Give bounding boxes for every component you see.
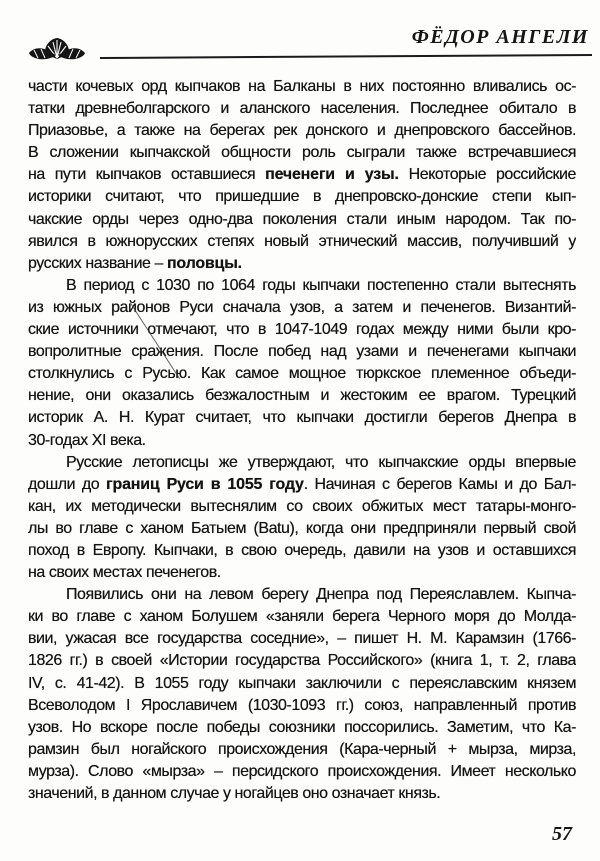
text-line (28, 297, 576, 319)
bold-text-segment: печенеги и узы. (265, 166, 399, 184)
text-segment: из южных районов Руси сначала узов, а затем и печенегов. Византий- (28, 298, 576, 316)
text-line (28, 628, 576, 650)
text-segment: чакские орды через одно-два поколения стали иным народом. Так по- (28, 210, 576, 228)
text-segment: историк А. Н. Курат считает, что кыпчаки достигли берегов Днепра в (28, 409, 576, 427)
text-line (28, 673, 576, 695)
text-line (28, 231, 576, 253)
text-segment: узов. Но вскоре после победы союзники поссорились. Заметим, что Ка- (28, 718, 576, 736)
text-line (28, 98, 576, 120)
text-segment: явился в южнорусских степях новый этнический массив, получивший у (28, 232, 576, 250)
text-segment: на пути кыпчаков оставшиеся (28, 166, 266, 184)
text-segment: Некоторые российские (398, 166, 576, 184)
text-segment: столкнулись с Русью. Как самое мощное тюркское племенное объеди- (28, 365, 576, 383)
text-segment: Появились они на левом берегу Днепра под Переяславлем. Кыпча- (66, 586, 576, 604)
text-segment: В сложении кыпчакской общности роль сыграли также встречавшиеся (28, 144, 576, 162)
text-line (28, 717, 576, 739)
text-segment: В период с 1030 по 1064 годы кыпчаки постепенно стали вытеснять (66, 276, 576, 294)
text-line (28, 407, 576, 429)
text-line (28, 142, 576, 164)
text-segment: вопролитные сражения. После побед над узами и печенегами кыпчаки (28, 343, 576, 361)
text-segment: поход в Европу. Кыпчаки, в свою очередь, давили на узов и оставшихся (28, 541, 576, 559)
text-line (28, 584, 576, 606)
text-line (28, 761, 576, 783)
text-line (28, 695, 576, 717)
page-number: 57 (552, 823, 572, 845)
text-segment: вии, ужасая все государства соседние», – пишет Н. М. Карамзин (1766- (28, 630, 576, 648)
text-segment: рамзин был ногайского происхождения (Кара-черный + мырза, мирза, (28, 740, 576, 758)
text-line (28, 562, 576, 584)
text-segment: Всеволодом I Ярославичем (1030-1093 гг.) союз, направленный против (28, 696, 576, 714)
text-segment: Приазовье, а также на берегах рек донского и днепровского бассейнов. (28, 122, 576, 140)
text-line (28, 783, 576, 805)
text-line (28, 474, 576, 496)
text-line (28, 164, 576, 186)
text-segment: IV, с. 41-42). В 1055 году кыпчаки заключили с переяславским князем (28, 674, 576, 692)
text-segment: значений, в данном случае у ногайцев оно означает князь. (28, 785, 441, 802)
text-line (28, 120, 576, 142)
text-line (28, 275, 576, 297)
header-rule (100, 54, 592, 59)
bold-text-segment: половцы. (166, 254, 242, 272)
text-segment: историки считают, что пришедшие в днепровско-донские степи кып- (28, 188, 576, 206)
palmette-ornament-icon (28, 35, 86, 62)
text-segment: . Начиная с берегов Камы и до Бал- (303, 475, 576, 493)
text-segment: нение, они оказались безжалостным и жестоким ее врагом. Турецкий (28, 387, 576, 405)
text-segment: 30-годах XI века. (28, 431, 146, 449)
text-segment: кан, их методически вытеснялим со своих обжитых мест татары-монго- (28, 497, 576, 515)
running-head-author: ФЁДОР АНГЕЛИ (411, 26, 589, 48)
text-line (28, 430, 576, 452)
text-segment: части кочевых орд кыпчаков на Балканы в них постоянно вливались ос- (28, 78, 576, 95)
text-line (28, 606, 576, 628)
text-block (28, 76, 576, 805)
text-line (28, 76, 576, 98)
text-line (28, 518, 576, 540)
text-line (28, 496, 576, 518)
text-line (28, 209, 576, 231)
text-line (28, 363, 576, 385)
text-segment: Русские летописцы же утверждают, что кыпчакские орды впервые (66, 453, 576, 471)
text-line (28, 452, 576, 474)
text-line (28, 186, 576, 208)
text-line (28, 319, 576, 341)
text-line (28, 253, 576, 275)
text-segment: дошли до (28, 475, 107, 493)
text-line (28, 385, 576, 407)
text-line (28, 540, 576, 562)
text-line (28, 739, 576, 761)
text-line (28, 650, 576, 672)
text-segment: 1826 гг.) в своей «Истории государства Российского» (книга 1, т. 2, глава (28, 652, 576, 670)
bold-text-segment: границ Руси в 1055 году (106, 475, 304, 493)
text-segment: ки во главе с ханом Болушем «заняли берега Черного моря до Молда- (28, 608, 576, 626)
text-segment: ские источники отмечают, что в 1047-1049 годах между ними были кро- (28, 321, 576, 339)
text-segment: мурза). Слово «мырза» – персидского происхождения. Имеет несколько (28, 762, 576, 780)
text-segment: на своих местах печенегов. (28, 564, 221, 582)
text-segment: лы во главе с ханом Батыем (Batu), когда они предприняли первый свой (28, 519, 576, 537)
text-segment: татки древнеболгарского и аланского населения. Последнее обитало в (28, 100, 576, 118)
text-line (28, 341, 576, 363)
text-segment: русских название – (28, 254, 167, 272)
